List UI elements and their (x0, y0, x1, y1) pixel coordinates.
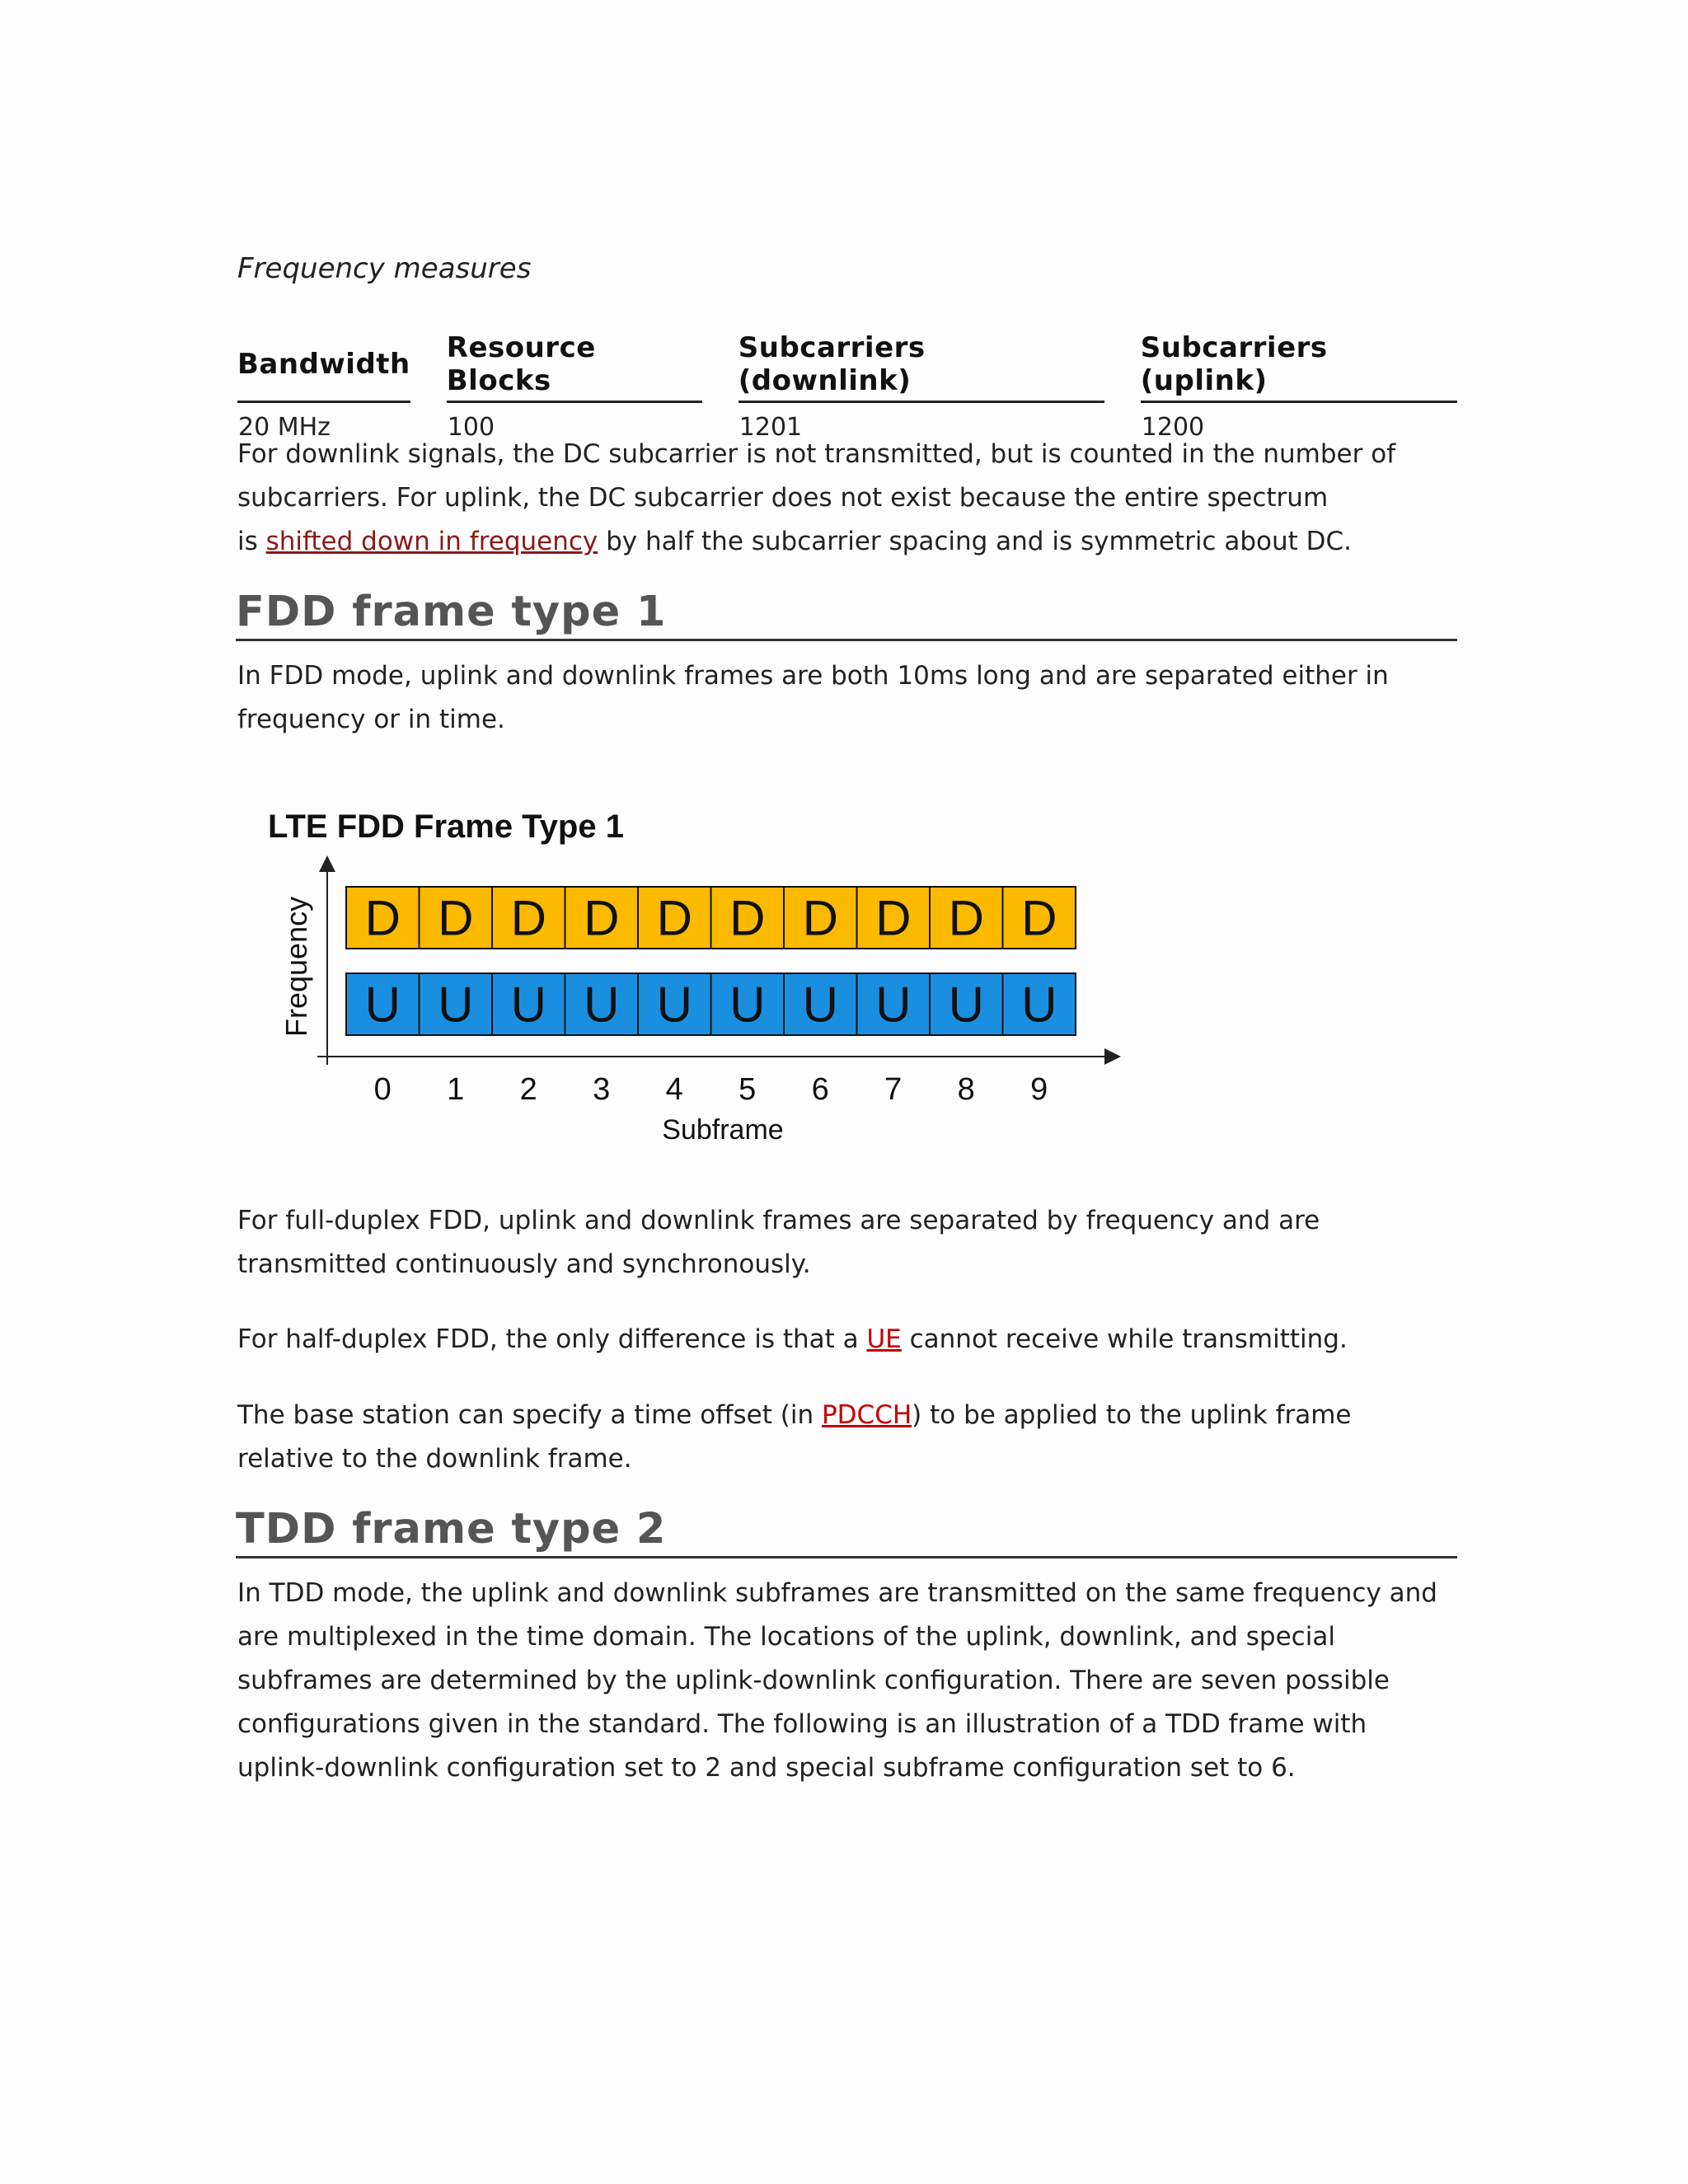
subframe-tick-label: 8 (957, 1072, 975, 1107)
full-duplex-paragraph: For full-duplex FDD, uplink and downlink frames are separated by frequency and are transmitted continuously and synchronously. (237, 1206, 1320, 1279)
col-header-resource-blocks: Resource Blocks (447, 331, 702, 403)
downlink-cell-letter: D (948, 890, 984, 946)
uplink-cell-letter: U (510, 977, 546, 1033)
subframe-ticks (374, 1072, 1048, 1107)
subframe-tick-label: 6 (811, 1072, 829, 1107)
cell-resource-blocks: 100 (447, 413, 495, 442)
subframe-tick-label: 3 (593, 1072, 611, 1107)
pdcch-link[interactable]: PDCCH (821, 1400, 912, 1430)
table-caption: Frequency measures (237, 252, 532, 285)
subframe-tick-label: 2 (519, 1072, 537, 1107)
half-duplex-paragraph: For half-duplex FDD, the only difference is that a UE cannot receive while transmitting. (237, 1324, 1348, 1354)
downlink-cell-letter: D (438, 890, 474, 946)
cell-bandwidth: 20 MHz (238, 413, 331, 442)
downlink-cell-letter: D (656, 890, 692, 946)
time-offset-paragraph: The base station can specify a time offset (in PDCCH) to be applied to the uplink frame relative to the downlink frame. (237, 1400, 1352, 1474)
downlink-cell-letter: D (510, 890, 546, 946)
downlink-cell-letter: D (729, 890, 766, 946)
uplink-cell-letter: U (1021, 977, 1057, 1033)
tdd-heading: TDD frame type 2 (236, 1505, 1457, 1558)
col-header-bandwidth: Bandwidth (237, 331, 410, 403)
downlink-cell-letter: D (364, 890, 401, 946)
downlink-row (346, 887, 1076, 949)
shifted-down-link[interactable]: shifted down in frequency (265, 527, 598, 556)
subframe-tick-label: 7 (884, 1072, 903, 1107)
subframe-tick-label: 5 (738, 1072, 757, 1107)
subframe-tick-label: 1 (447, 1072, 465, 1107)
col-header-subcarriers-downlink: Subcarriers (downlink) (738, 331, 1104, 403)
ue-link[interactable]: UE (866, 1324, 902, 1354)
figure-title: LTE FDD Frame Type 1 (268, 808, 624, 845)
downlink-cell-letter: D (875, 890, 912, 946)
downlink-cell-letter: D (802, 890, 838, 946)
uplink-cell-letter: U (802, 977, 838, 1033)
col-header-subcarriers-uplink: Subcarriers (uplink) (1141, 331, 1457, 403)
uplink-cell-letter: U (656, 977, 692, 1033)
x-axis-label: Subframe (662, 1114, 784, 1146)
fdd-intro-paragraph: In FDD mode, uplink and downlink frames are both 10ms long and are separated either in frequency or in time. (237, 661, 1389, 734)
frequency-measures-table (237, 331, 1457, 443)
uplink-cell-letter: U (438, 977, 474, 1033)
lte-fdd-frame-figure (264, 791, 1129, 1154)
subframe-tick-label: 0 (373, 1072, 392, 1107)
uplink-cell-letter: U (948, 977, 984, 1033)
cell-subcarriers-uplink: 1200 (1141, 413, 1205, 442)
tdd-paragraph: In TDD mode, the uplink and downlink subframes are transmitted on the same frequency and are multiplexed in the time domain. The locations of the uplink, downlink, and special subframes are determined by the uplink-downlink configuration. There are seven possible configurations given in the standard. The following is an illustration of a TDD frame with uplink-downlink configuration set to 2 and special subframe configuration set to 6. (237, 1578, 1437, 1783)
uplink-cell-letter: U (875, 977, 912, 1033)
fdd-heading: FDD frame type 1 (236, 588, 1457, 641)
uplink-row (346, 973, 1076, 1035)
y-axis-label: Frequency (279, 896, 313, 1037)
dc-subcarrier-paragraph: For downlink signals, the DC subcarrier is not transmitted, but is counted in the number of subcarriers. For uplink, the DC subcarrier does not exist because the entire spectrum is shifted down in frequency by half the subcarrier spacing and is symmetric about DC. (237, 439, 1396, 556)
cell-subcarriers-downlink: 1201 (738, 413, 803, 442)
downlink-cell-letter: D (584, 890, 620, 946)
uplink-cell-letter: U (584, 977, 620, 1033)
uplink-cell-letter: U (364, 977, 401, 1033)
uplink-cell-letter: U (729, 977, 766, 1033)
subframe-tick-label: 9 (1030, 1072, 1048, 1107)
subframe-tick-label: 4 (665, 1072, 683, 1107)
downlink-cell-letter: D (1021, 890, 1057, 946)
